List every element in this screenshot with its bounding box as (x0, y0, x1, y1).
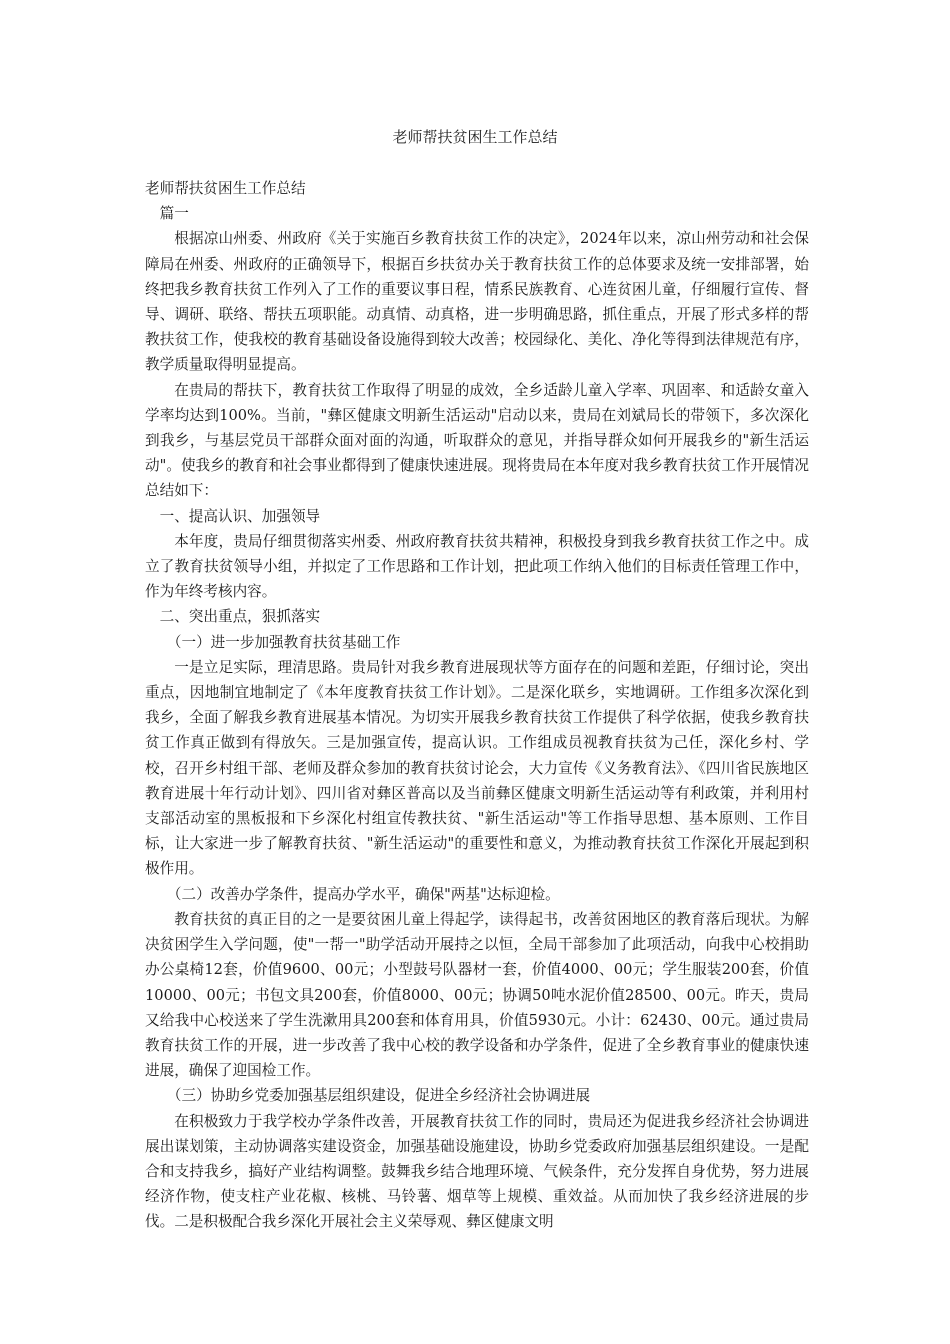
paragraph: 在贵局的帮扶下，教育扶贫工作取得了明显的成效，全乡适龄儿童入学率、巩固率、和适龄女童入学率均达到100%。当前，"彝区健康文明新生活运动"启动以来，贵局在刘斌局长的带领下，多次深化到我乡，与基层党员干部群众面对面的沟通，听取群众的意见，并指导群众如何开展我乡的"新生活运动"。使我乡的教育和社会事业都得到了健康快速进展。现将贵局在本年度对我乡教育扶贫工作开展情况总结如下： (145, 381, 809, 500)
paragraph: 在积极致力于我学校办学条件改善，开展教育扶贫工作的同时，贵局还为促进我乡经济社会协调进展出谋划策，主动协调落实建设资金，加强基础设施建设，协助乡党委政府加强基层组织建设。一是配合和支持我乡，搞好产业结构调整。鼓舞我乡结合地理环境、气候条件，充分发挥自身优势，努力进展经济作物，使支柱产业花椒、核桃、马铃薯、烟草等上规模、重效益。从而加快了我乡经济进展的步伐。二是积极配合我乡深化开展社会主义荣辱观、彝区健康文明 (145, 1112, 809, 1231)
subsection-heading: （一）进一步加强教育扶贫基础工作 (166, 633, 401, 651)
paragraph: 根据凉山州委、州政府《关于实施百乡教育扶贫工作的决定》，2024年以来，凉山州劳动和社会保障局在州委、州政府的正确领导下，根据百乡扶贫办关于教育扶贫工作的总体要求及统一安排部署，始终把我乡教育扶贫工作列入了工作的重要议事日程，情系民族教育、心连贫困儿童，仔细履行宣传、督导、调研、联络、帮扶五项职能。动真情、动真格，进一步明确思路，抓住重点，开展了形式多样的帮教扶贫工作，使我校的教育基础设备设施得到较大改善；校园绿化、美化、净化等得到法律规范有序，教学质量取得明显提高。 (145, 230, 809, 374)
part-label: 篇一 (159, 205, 189, 223)
paragraph: 教育扶贫的真正目的之一是要贫困儿童上得起学，读得起书，改善贫困地区的教育落后现状。为解决贫困学生入学问题，使"一帮一"助学活动开展持之以恒，全局干部参加了此项活动，向我中心校捐助办公桌椅12套，价值9600、00元；小型鼓号队器材一套，价值4000、00元；学生服装200套，价值10000、00元；书包文具200套，价值8000、00元；协调50吨水泥价值28500、00元。昨天，贵局又给我中心校送来了学生洗漱用具200套和体育用具，价值5930元。小计：62430、00元。通过贵局教育扶贫工作的开展，进一步改善了我中心校的教学设备和办学条件，促进了全乡教育事业的健康快速进展，确保了迎国检工作。 (145, 910, 809, 1080)
paragraph: 本年度，贵局仔细贯彻落实州委、州政府教育扶贫共精神，积极投身到我乡教育扶贫工作之中。成立了教育扶贫领导小组，并拟定了工作思路和工作计划，把此项工作纳入他们的目标责任管理工作中，作为年终考核内容。 (145, 532, 809, 601)
section-heading: 二、突出重点，狠抓落实 (159, 608, 321, 626)
paragraph: 一是立足实际，理清思路。贵局针对我乡教育进展现状等方面存在的问题和差距，仔细讨论，突出重点，因地制宜地制定了《本年度教育扶贫工作计划》。二是深化联乡，实地调研。工作组多次深化到我乡，全面了解我乡教育进展基本情况。为切实开展我乡教育扶贫工作提供了科学依据，使我乡教育扶贫工作真正做到有得放矢。三是加强宣传，提高认识。工作组成员视教育扶贫为己任，深化乡村、学校，召开乡村组干部、老师及群众参加的教育扶贫讨论会，大力宣传《义务教育法》、《四川省民族地区教育进展十年行动计划》、四川省对彝区普高以及当前彝区健康文明新生活运动等有利政策，并利用村支部活动室的黑板报和下乡深化村组宣传教扶贫、"新生活运动"等工作指导思想、基本原则、工作目标，让大家进一步了解教育扶贫、"新生活运动"的重要性和意义，为推动教育扶贫工作深化开展起到积极作用。 (145, 658, 809, 878)
document-body (145, 176, 809, 1235)
subsection-heading: （三）协助乡党委加强基层组织建设，促进全乡经济社会协调进展 (166, 1087, 591, 1105)
subsection-heading: （二）改善办学条件，提高办学水平，确保"两基"达标迎检。 (166, 885, 560, 903)
document-subtitle: 老师帮扶贫困生工作总结 (145, 180, 306, 197)
section-heading: 一、提高认识、加强领导 (159, 507, 321, 525)
document-title: 老师帮扶贫困生工作总结 (392, 128, 558, 146)
